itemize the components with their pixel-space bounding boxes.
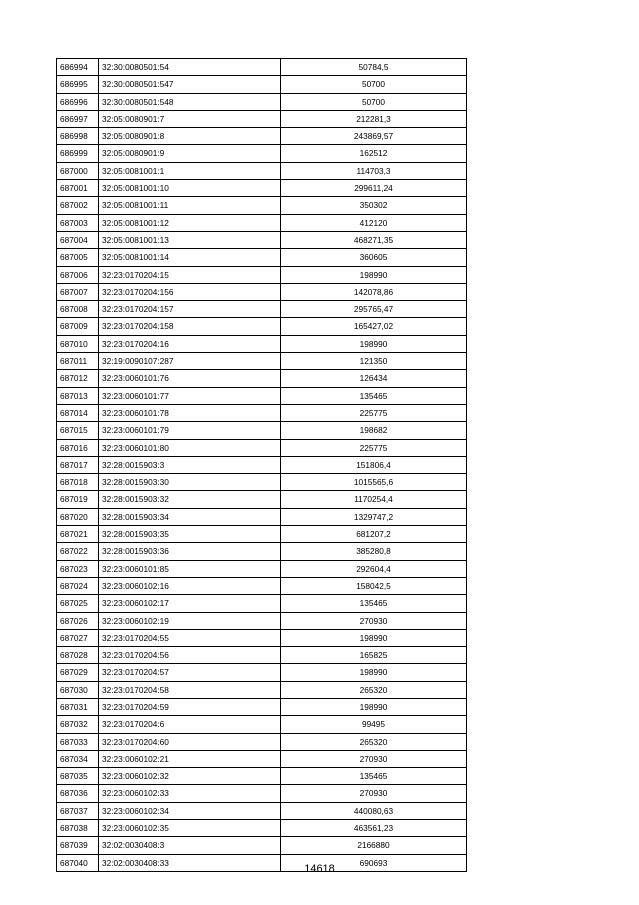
cadastral-number-cell: 32:23:0060102:35 [99,820,281,837]
table-row [57,335,467,352]
row-number-cell: 687031 [57,698,99,715]
row-number-cell: 686998 [57,128,99,145]
cadastral-number-cell: 32:23:0170204:55 [99,629,281,646]
row-number-cell: 687017 [57,456,99,473]
cadastral-value-cell: 198990 [281,664,467,681]
cadastral-number-cell: 32:05:0081001:10 [99,180,281,197]
cadastral-value-cell: 270930 [281,750,467,767]
table-row [57,404,467,421]
row-number-cell: 687024 [57,577,99,594]
cadastral-number-cell: 32:05:0080901:8 [99,128,281,145]
table-row [57,180,467,197]
cadastral-number-cell: 32:23:0170204:56 [99,647,281,664]
row-number-cell: 687025 [57,595,99,612]
row-number-cell: 687032 [57,716,99,733]
cadastral-number-cell: 32:28:0015903:35 [99,526,281,543]
cadastral-value-cell: 212281,3 [281,110,467,127]
cadastral-number-cell: 32:23:0060102:21 [99,750,281,767]
table-row [57,526,467,543]
cadastral-number-cell: 32:23:0170204:158 [99,318,281,335]
cadastral-value-cell: 440080,63 [281,802,467,819]
row-number-cell: 687033 [57,733,99,750]
cadastral-number-cell: 32:23:0170204:60 [99,733,281,750]
table-row [57,560,467,577]
cadastral-value-cell: 135465 [281,768,467,785]
cadastral-value-cell: 1170254,4 [281,491,467,508]
cadastral-value-cell: 265320 [281,681,467,698]
row-number-cell: 687022 [57,543,99,560]
table-row [57,249,467,266]
cadastral-number-cell: 32:28:0015903:30 [99,474,281,491]
cadastral-number-cell: 32:05:0081001:11 [99,197,281,214]
cadastral-value-cell: 1015565,6 [281,474,467,491]
cadastral-value-cell: 135465 [281,595,467,612]
cadastral-number-cell: 32:28:0015903:34 [99,508,281,525]
table-row [57,508,467,525]
cadastral-value-cell: 142078,86 [281,283,467,300]
row-number-cell: 687000 [57,162,99,179]
row-number-cell: 687014 [57,404,99,421]
cadastral-number-cell: 32:23:0170204:15 [99,266,281,283]
cadastral-value-cell: 162512 [281,145,467,162]
cadastral-value-cell: 243869,57 [281,128,467,145]
cadastral-number-cell: 32:28:0015903:32 [99,491,281,508]
table-row [57,491,467,508]
row-number-cell: 687001 [57,180,99,197]
row-number-cell: 687034 [57,750,99,767]
table-row [57,283,467,300]
table-row [57,59,467,76]
table-row [57,422,467,439]
table-row [57,266,467,283]
cadastral-value-cell: 135465 [281,387,467,404]
table-row [57,439,467,456]
cadastral-number-cell: 32:23:0060101:76 [99,370,281,387]
cadastral-number-cell: 32:02:0030408:3 [99,837,281,854]
table-row [57,145,467,162]
row-number-cell: 687011 [57,353,99,370]
cadastral-number-cell: 32:23:0170204:16 [99,335,281,352]
cadastral-value-cell: 299611,24 [281,180,467,197]
row-number-cell: 687020 [57,508,99,525]
cadastral-number-cell: 32:23:0170204:59 [99,698,281,715]
row-number-cell: 687015 [57,422,99,439]
row-number-cell: 686997 [57,110,99,127]
row-number-cell: 686999 [57,145,99,162]
cadastral-number-cell: 32:30:0080501:547 [99,76,281,93]
cadastral-number-cell: 32:23:0060101:78 [99,404,281,421]
cadastral-value-cell: 198990 [281,629,467,646]
cadastral-value-cell: 681207,2 [281,526,467,543]
table-row [57,802,467,819]
row-number-cell: 687002 [57,197,99,214]
table-row [57,93,467,110]
table-row [57,456,467,473]
page-number: 14618 [304,863,335,875]
table-row [57,387,467,404]
cadastral-number-cell: 32:23:0170204:58 [99,681,281,698]
cadastral-value-cell: 225775 [281,404,467,421]
cadastral-number-cell: 32:05:0081001:13 [99,231,281,248]
cadastral-value-cell: 690693 [281,854,467,871]
table-row [57,750,467,767]
row-number-cell: 687006 [57,266,99,283]
cadastral-number-cell: 32:23:0170204:6 [99,716,281,733]
row-number-cell: 687003 [57,214,99,231]
cadastral-number-cell: 32:23:0170204:57 [99,664,281,681]
table-row [57,353,467,370]
cadastral-number-cell: 32:05:0081001:14 [99,249,281,266]
cadastral-value-cell: 468271,35 [281,231,467,248]
row-number-cell: 687023 [57,560,99,577]
cadastral-value-cell: 463561,23 [281,820,467,837]
row-number-cell: 687030 [57,681,99,698]
table-row [57,837,467,854]
cadastral-value-cell: 292604,4 [281,560,467,577]
cadastral-number-cell: 32:23:0060102:17 [99,595,281,612]
table-row [57,197,467,214]
cadastral-number-cell: 32:05:0080901:7 [99,110,281,127]
table-row [57,577,467,594]
row-number-cell: 687005 [57,249,99,266]
cadastral-value-cell: 412120 [281,214,467,231]
cadastral-number-cell: 32:23:0060102:34 [99,802,281,819]
row-number-cell: 687013 [57,387,99,404]
row-number-cell: 687021 [57,526,99,543]
table-row [57,629,467,646]
table-row [57,76,467,93]
cadastral-value-cell: 114703,3 [281,162,467,179]
cadastral-value-cell: 198990 [281,698,467,715]
table-row [57,318,467,335]
row-number-cell: 687035 [57,768,99,785]
cadastral-value-cell: 198682 [281,422,467,439]
table-body [57,59,467,872]
row-number-cell: 687028 [57,647,99,664]
row-number-cell: 687036 [57,785,99,802]
row-number-cell: 687009 [57,318,99,335]
row-number-cell: 687040 [57,854,99,871]
row-number-cell: 687008 [57,301,99,318]
table-row [57,231,467,248]
cadastral-number-cell: 32:23:0170204:156 [99,283,281,300]
table-row [57,301,467,318]
cadastral-value-cell: 2166880 [281,837,467,854]
table-row [57,716,467,733]
row-number-cell: 686996 [57,93,99,110]
cadastral-value-cell: 385280,8 [281,543,467,560]
table-row [57,647,467,664]
row-number-cell: 687004 [57,231,99,248]
row-number-cell: 687026 [57,612,99,629]
row-number-cell: 686995 [57,76,99,93]
table-row [57,768,467,785]
table-row [57,110,467,127]
cadastral-value-cell: 165427,02 [281,318,467,335]
cadastral-number-cell: 32:23:0060102:32 [99,768,281,785]
cadastral-number-cell: 32:23:0060102:16 [99,577,281,594]
table-row [57,820,467,837]
row-number-cell: 687038 [57,820,99,837]
cadastral-value-cell: 350302 [281,197,467,214]
cadastral-value-cell: 165825 [281,647,467,664]
row-number-cell: 687037 [57,802,99,819]
table-row [57,370,467,387]
cadastral-value-cell: 99495 [281,716,467,733]
row-number-cell: 687019 [57,491,99,508]
cadastral-number-cell: 32:30:0080501:548 [99,93,281,110]
cadastral-number-cell: 32:02:0030408:33 [99,854,281,871]
row-number-cell: 687010 [57,335,99,352]
table-row [57,612,467,629]
table-row [57,128,467,145]
cadastral-number-cell: 32:23:0060102:33 [99,785,281,802]
table-row [57,162,467,179]
cadastral-value-cell: 126434 [281,370,467,387]
table-row [57,543,467,560]
cadastral-number-cell: 32:28:0015903:36 [99,543,281,560]
row-number-cell: 687012 [57,370,99,387]
cadastral-value-cell: 121350 [281,353,467,370]
cadastral-number-cell: 32:23:0060101:85 [99,560,281,577]
row-number-cell: 687007 [57,283,99,300]
cadastral-value-cell: 198990 [281,335,467,352]
cadastral-value-cell: 158042,5 [281,577,467,594]
cadastral-number-cell: 32:23:0060101:80 [99,439,281,456]
table-row [57,595,467,612]
table-row [57,681,467,698]
cadastral-number-cell: 32:28:0015903:3 [99,456,281,473]
cadastral-value-cell: 198990 [281,266,467,283]
cadastral-value-cell: 295765,47 [281,301,467,318]
row-number-cell: 687016 [57,439,99,456]
cadastral-number-cell: 32:05:0081001:12 [99,214,281,231]
row-number-cell: 687029 [57,664,99,681]
cadastral-value-cell: 270930 [281,612,467,629]
cadastral-number-cell: 32:19:0090107:287 [99,353,281,370]
table-row [57,664,467,681]
cadastral-value-cell: 50700 [281,93,467,110]
cadastral-value-cell: 50700 [281,76,467,93]
cadastral-number-cell: 32:23:0170204:157 [99,301,281,318]
cadastral-value-cell: 265320 [281,733,467,750]
cadastral-value-cell: 270930 [281,785,467,802]
cadastral-value-cell: 360605 [281,249,467,266]
cadastral-number-cell: 32:23:0060101:79 [99,422,281,439]
cadastral-number-cell: 32:05:0080901:9 [99,145,281,162]
table-row [57,785,467,802]
table-row [57,214,467,231]
cadastral-value-cell: 225775 [281,439,467,456]
cadastral-value-cell: 1329747,2 [281,508,467,525]
table-row [57,474,467,491]
table-row [57,733,467,750]
table-row [57,698,467,715]
row-number-cell: 687039 [57,837,99,854]
cadastral-number-cell: 32:30:0080501:54 [99,59,281,76]
cadastral-value-cell: 50784,5 [281,59,467,76]
cadastral-number-cell: 32:05:0081001:1 [99,162,281,179]
cadastral-value-cell: 151806,4 [281,456,467,473]
cadastral-number-cell: 32:23:0060102:19 [99,612,281,629]
cadastral-number-cell: 32:23:0060101:77 [99,387,281,404]
row-number-cell: 687027 [57,629,99,646]
row-number-cell: 687018 [57,474,99,491]
cadastral-value-table [56,58,467,872]
row-number-cell: 686994 [57,59,99,76]
